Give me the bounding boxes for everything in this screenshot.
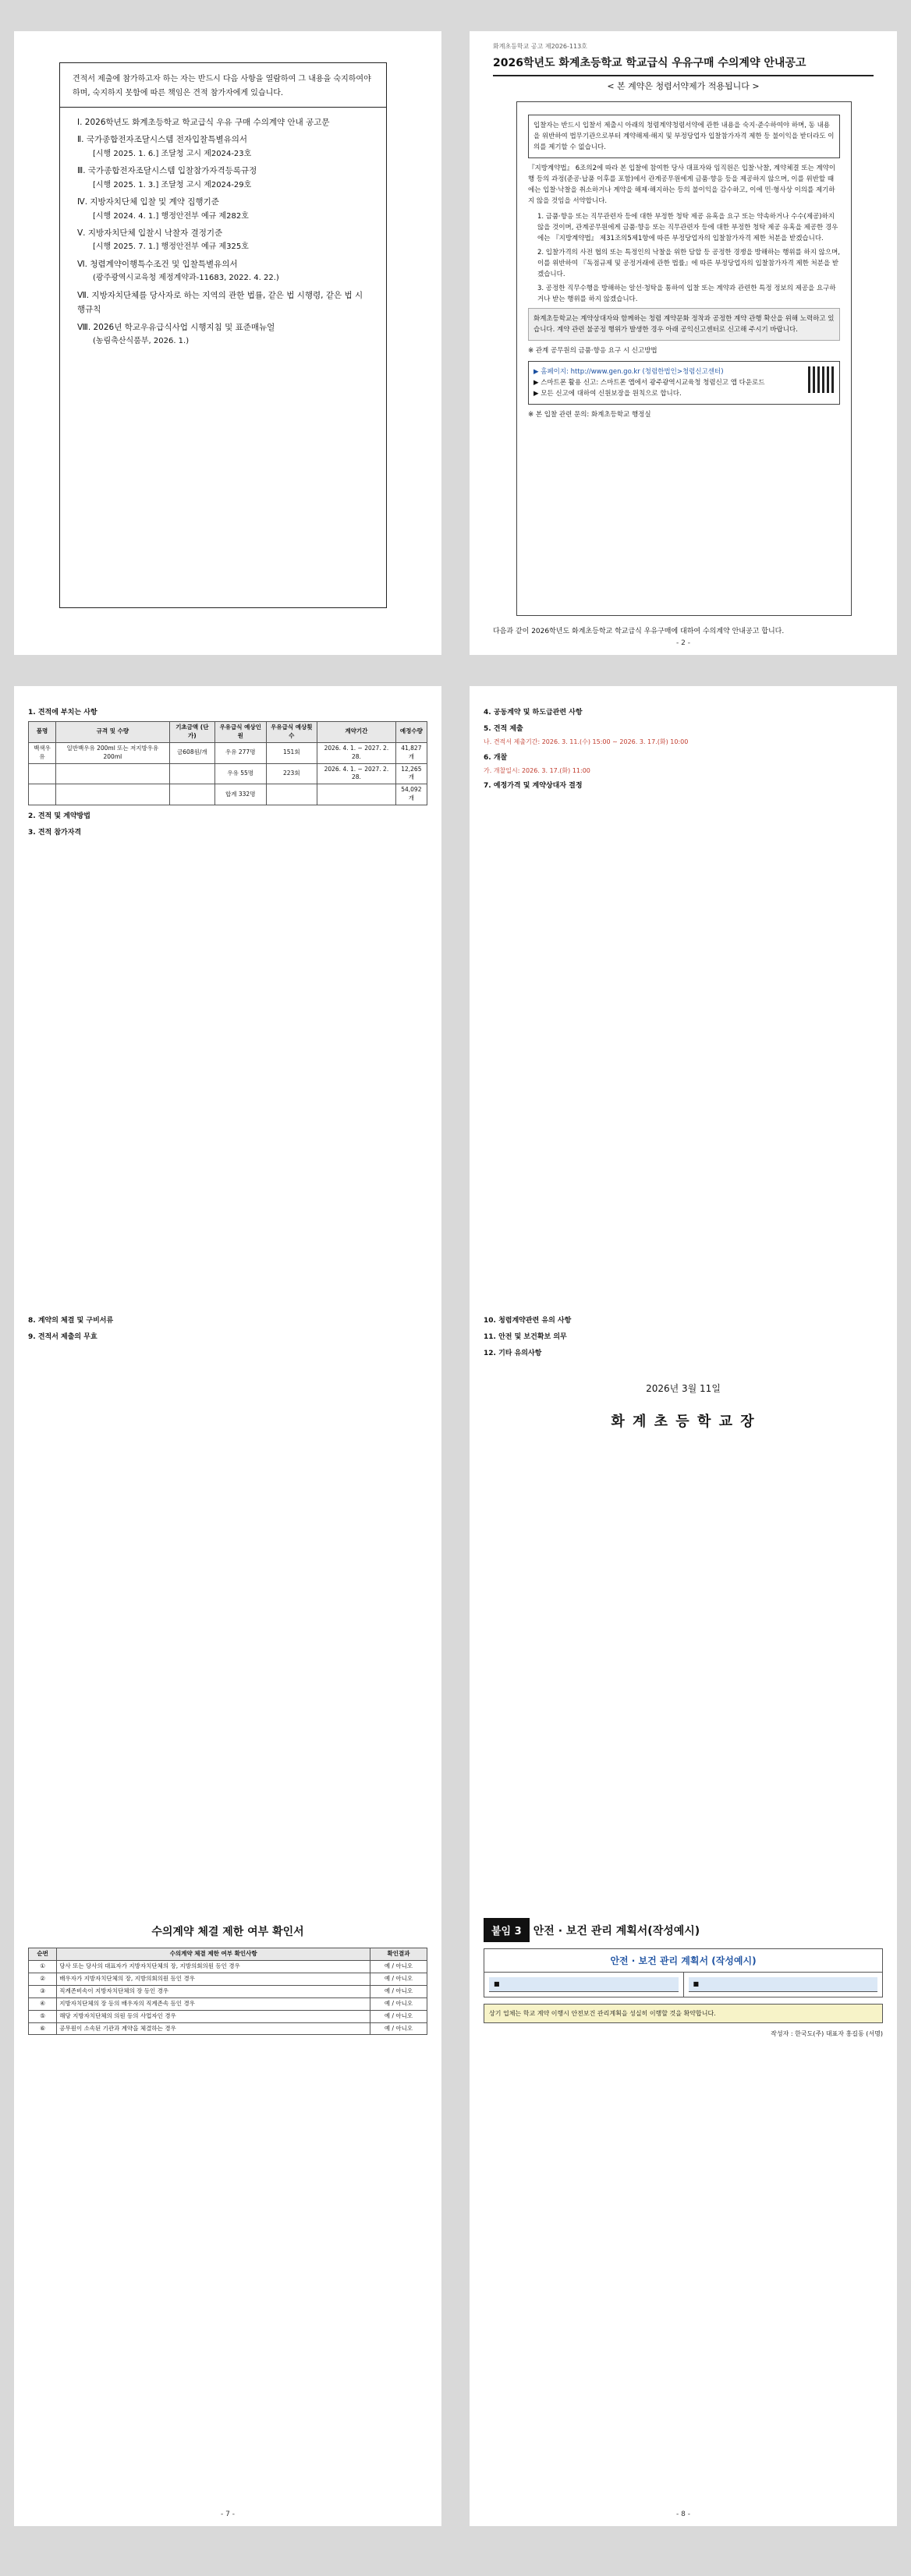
table-row: 합계 332명 54,092개 bbox=[29, 784, 427, 805]
list-item: Ⅲ. 국가종합전자조달시스템 입찰참가자격등록규정 [시행 2025. 1. 3.] 조달청 고시 제2024-29호 bbox=[77, 166, 257, 189]
section-heading: 10. 청렴계약관련 유의 사항 bbox=[484, 1317, 572, 1325]
section-heading: 7. 예정가격 및 계약상대자 결정 bbox=[484, 782, 583, 791]
table-row: ④ 지방자치단체의 장 등의 배우자의 직계존속 등인 경우 예 / 아니오 bbox=[29, 1997, 427, 2010]
table-row: ⑥ 공무원이 소속된 기관과 계약을 체결하는 경우 예 / 아니오 bbox=[29, 2022, 427, 2035]
list-item: Ⅵ. 청렴계약이행특수조건 및 입찰특별유의서 (광주광역시교육청 제정계약과-11683, 2022. 4. 22.) bbox=[77, 259, 279, 283]
section-heading: 2. 견적 및 계약방법 bbox=[28, 812, 90, 821]
section-heading: 3. 견적 참가자격 bbox=[28, 829, 82, 837]
page-number: - 7 - bbox=[221, 2511, 235, 2518]
list-item: 3. 공정한 직무수행을 방해하는 알선·청탁을 통하여 입찰 또는 계약과 관련한 특정 정보의 제공을 요구하거나 받는 행위를 하지 않겠습니다. bbox=[537, 285, 836, 304]
opening-date: 가. 개찰일시: 2026. 3. 17.(화) 11:00 bbox=[484, 766, 590, 774]
form-title: 수의계약 체결 제한 여부 확인서 bbox=[151, 1926, 304, 1938]
page-5 bbox=[14, 1294, 441, 1918]
pledge-text: 『지방계약법』 6조의2에 따라 본 입찰에 참여한 당사 대표자와 임직원은 입찰·낙찰, 계약체결 또는 계약이행 등의 과정(준공·납품 이후를 포함)에서 관계공무원에게 금품·향응 등을 제공하지 않으며, 이를 위반할 때에는 입찰·낙찰을 취소하거나 계약을 해제·해지하는 등의 불이익을 감수하고, 이에 민·형사상 이의를 제기하지 않을 것임을 서약합니다. bbox=[528, 165, 836, 206]
section-heading: 1. 견적에 부치는 사항 bbox=[28, 709, 97, 717]
section-heading: 8. 계약의 체결 및 구비서류 bbox=[28, 1317, 114, 1325]
section-heading: 11. 안전 및 보건확보 의무 bbox=[484, 1333, 567, 1342]
submission-period: 나. 견적서 제출기간: 2026. 3. 11.(수) 15:00 ~ 2026. 3. 17.(화) 10:00 bbox=[484, 738, 689, 746]
report-label: ※ 관계 공무원의 금품·향응 요구 시 신고방법 bbox=[528, 347, 658, 356]
list-item: Ⅴ. 지방자치단체 입찰시 낙찰자 결정기준 [시행 2025. 7. 1.] 행정안전부 예규 제325호 bbox=[77, 228, 249, 252]
table-row: ③ 직계존비속이 지방자치단체의 장 등인 경우 예 / 아니오 bbox=[29, 1985, 427, 1997]
page-subtitle: < 본 계약은 청렴서약제가 적용됩니다 > bbox=[607, 81, 760, 91]
plan-right-column: ■ bbox=[684, 1973, 883, 1997]
list-item: Ⅷ. 2026년 학교우유급식사업 시행지침 및 표준매뉴얼 (농림축산식품부, 2026. 1.) bbox=[77, 322, 275, 345]
page-number: - 2 - bbox=[676, 639, 690, 647]
table-row: 백색우유 일반백우유 200ml 또는 저지방우유 200ml 금608원/개 우유 277명 151회 2026. 4. 1. ~ 2027. 2. 28. 41,827개 bbox=[29, 742, 427, 763]
items-table: 품명 규격 및 수량 기초금액 (단가) 우유급식 예상인원 우유급식 예상횟수 계약기간 예정수량 백색우유 일반백우유 200ml 또는 저지방우유 200ml 금608원/개 우유 277명 151회 2026. 4. 1. ~ 2027. 2. 28. 41,827개 우유 55명 223회 2026. 4. 1. ~ 2027. 2. 28. 12,265개 합계 332명 54,092개 bbox=[28, 721, 427, 805]
plan-frame bbox=[484, 1948, 883, 1997]
plan-signer: 작성자 : 한국도(주) 대표자 홍길동 (서명) bbox=[771, 2030, 883, 2037]
section-heading: 9. 견적서 제출의 무효 bbox=[28, 1333, 97, 1342]
page-4 bbox=[470, 686, 897, 1310]
attachment-badge: 붙임 3 bbox=[484, 1918, 530, 1942]
table-row: ⑤ 해당 지방자치단체의 의원 등의 사업자인 경우 예 / 아니오 bbox=[29, 2010, 427, 2022]
report-links bbox=[528, 361, 840, 405]
page-number: - 8 - bbox=[676, 2511, 690, 2518]
plan-caption: 안전 · 보건 관리 계획서 (작성예시) bbox=[484, 1949, 882, 1973]
footnote: ※ 본 입찰 관련 문의: 화계초등학교 행정실 bbox=[528, 411, 651, 419]
page-8 bbox=[470, 1902, 897, 2526]
notice-number: 화계초등학교 공고 제2026-113호 bbox=[493, 43, 587, 50]
check-table: 순번 수의계약 체결 제한 여부 확인사항 확인결과 ① 당사 또는 당사의 대표자가 지방자치단체의 장, 지방의회의원 등인 경우 예 / 아니오 ② 배우자가 지방자치단체의 장, 지방의회의원 등인 경우 예 / 아니오 ③ 직계존비속이 지방자치단체의 장 등인 경우 예 / 아니오 ④ 지방자치단체의 장 등의 배우자의 직계존속 등인 경우 예 / 아니오 ⑤ 해당 지방자치단체의 의원 등의 사업자인 경우 예 / 아니오 ⑥ 공무원이 소속된 기관과 계약을 체결하는 경우 예 / 아니오 bbox=[28, 1948, 427, 2035]
notice-box bbox=[59, 62, 387, 608]
list-item: Ⅱ. 국가종합전자조달시스템 전자입찰특별유의서 [시행 2025. 1. 6.] 조달청 고시 제2024-23호 bbox=[77, 135, 252, 158]
page-footer-text: 다음과 같이 2026학년도 화계초등학교 학교급식 우유구매에 대하여 수의계약 안내공고 합니다. bbox=[493, 628, 785, 635]
table-row: 우유 55명 223회 2026. 4. 1. ~ 2027. 2. 28. 12,265개 bbox=[29, 763, 427, 784]
table-row: ② 배우자가 지방자치단체의 장, 지방의회의원 등인 경우 예 / 아니오 bbox=[29, 1973, 427, 1986]
list-item: Ⅳ. 지방자치단체 입찰 및 계약 집행기준 [시행 2024. 4. 1.] 행정안전부 예규 제282호 bbox=[77, 197, 249, 221]
attachment-title: 안전 · 보건 관리 계획서(작성예시) bbox=[533, 1925, 700, 1937]
section-heading: 6. 개찰 bbox=[484, 753, 508, 762]
qr-code-icon bbox=[808, 366, 835, 393]
intro-callout: 입찰자는 반드시 입찰서 제출시 아래의 청렴계약청렴서약에 관한 내용을 숙지·준수하여야 하며, 동 내용을 위반하여 법무기관으로부터 계약해제·해지 및 부정당업자 입찰참가자격 제한 등 불이익을 받더라도 이의를 제기할 수 없습니다. bbox=[528, 115, 840, 158]
integrity-box bbox=[516, 101, 852, 616]
reference-list bbox=[60, 108, 386, 359]
page-title: 2026학년도 화계초등학교 학교급식 우유구매 수의계약 안내공고 bbox=[493, 55, 874, 76]
section-heading: 12. 기타 유의사항 bbox=[484, 1350, 542, 1358]
page-6 bbox=[470, 1294, 897, 1918]
section-heading: 5. 견적 제출 bbox=[484, 725, 523, 734]
link-privacy: ▶ 모든 신고에 대하여 신원보장을 원칙으로 합니다. bbox=[533, 390, 682, 398]
plan-left-column: ■ bbox=[484, 1973, 684, 1997]
list-item: 1. 금품·향응 또는 직무관련자 등에 대한 부정한 청탁 제공 유혹을 요구 또는 약속하거나 수수(제공)하지 않을 것이며, 관계공무원에게 금품·향응 또는 직무관련자 등에 대한 부정한 청탁 제공 유혹을 제공한 경우에는 『지방계약법』 제31조의5제1항에 따른 부정당업자의 입찰참가자격 제한 처분을 받겠습니다. bbox=[537, 213, 838, 243]
section-heading: 4. 공동계약 및 하도급관련 사항 bbox=[484, 709, 583, 717]
notice-date: 2026년 3월 11일 bbox=[646, 1383, 721, 1395]
page-2 bbox=[470, 31, 897, 655]
notice-text: 견적서 제출에 참가하고자 하는 자는 반드시 다음 사항을 열람하여 그 내용을 숙지하여야 하며, 숙지하지 못함에 따른 책임은 견적 참가자에게 있습니다. bbox=[60, 63, 386, 108]
link-homepage[interactable]: ▶ 홈페이지: http://www.gen.go.kr (청렴한법인>청렴신고센터) bbox=[533, 368, 724, 377]
list-item: Ⅶ. 지방자치단체를 당사자로 하는 지역의 관한 법률, 같은 법 시행령, 같은 법 시행규칙 bbox=[77, 290, 363, 315]
pledge-box: 상기 업체는 학교 계약 이행시 안전보건 관리계획을 성실히 이행할 것을 확약합니다. bbox=[484, 2004, 883, 2023]
list-item: 2. 입찰가격의 사전 협의 또는 특정인의 낙찰을 위한 담합 등 공정한 경쟁을 방해하는 행위를 하지 않으며, 이를 위반하여 『독점규제 및 공정거래에 관한 법률』에 따른 부정당업자의 입찰참가자격 제한 처분을 받겠습니다. bbox=[537, 249, 840, 279]
page-1 bbox=[14, 31, 441, 655]
page-7 bbox=[14, 1902, 441, 2526]
signer-name: 화 계 초 등 학 교 장 bbox=[611, 1413, 756, 1430]
integrity-gray-box: 화계초등학교는 계약상대자와 함께하는 청렴 계약문화 정착과 공정한 계약 관행 확산을 위해 노력하고 있습니다. 계약 관련 불공정 행위가 발생한 경우 아래 공익신고센터로 신고해 주시기 바랍니다. bbox=[528, 308, 840, 341]
table-row: ① 당사 또는 당사의 대표자가 지방자치단체의 장, 지방의회의원 등인 경우 예 / 아니오 bbox=[29, 1961, 427, 1973]
page-3 bbox=[14, 686, 441, 1310]
link-app: ▶ 스마트폰 활용 신고: 스마트폰 앱에서 광주광역시교육청 청렴신고 앱 다운로드 bbox=[533, 379, 765, 387]
list-item: Ⅰ. 2026학년도 화계초등학교 학교급식 우유 구매 수의계약 안내 공고문 bbox=[77, 118, 330, 127]
